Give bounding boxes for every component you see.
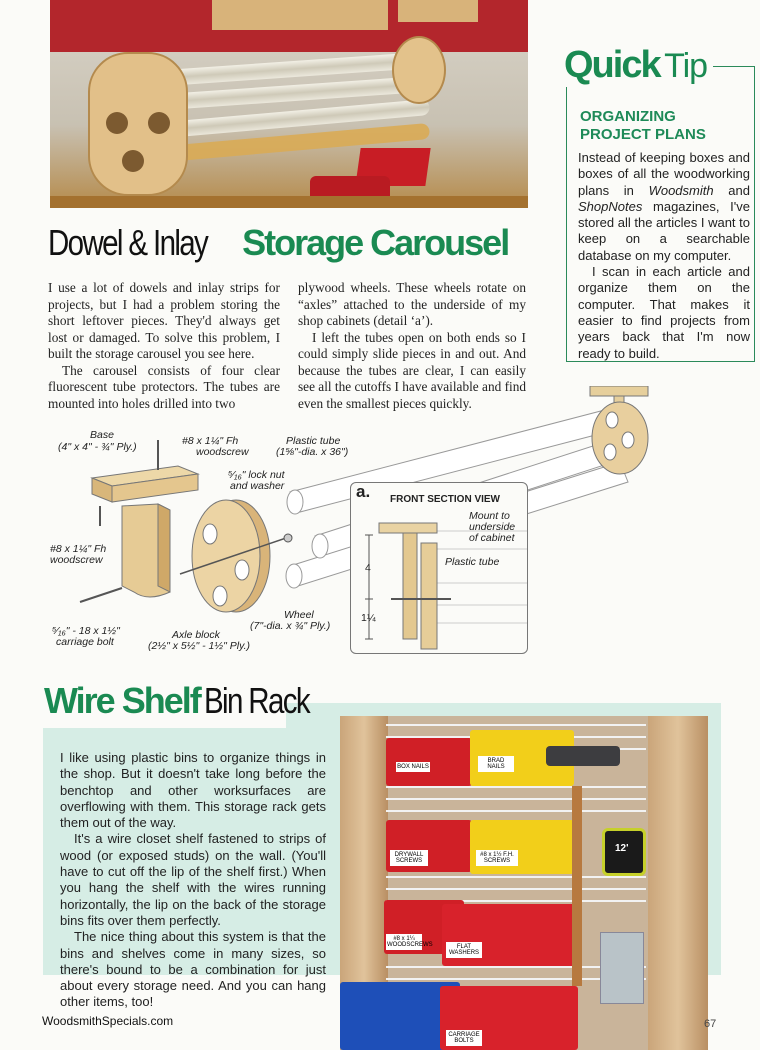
label-bolt-2: carriage bolt: [56, 636, 114, 648]
footer-site: WoodsmithSpecials.com: [42, 1014, 174, 1028]
bin-label: BRAD NAILS: [478, 756, 514, 772]
quick-tip-heading-light: Tip: [664, 47, 708, 85]
label-axle-1: Axle block: [172, 629, 220, 641]
label-tube: Plastic tube: [286, 435, 341, 447]
bin-label: #8 x 1¼ WOODSCREWS: [387, 936, 433, 948]
quick-tip-heading-bold: Quick: [564, 44, 660, 86]
label-tube-dims: (1⅝"-dia. x 36"): [276, 446, 349, 458]
label-bolt-1: ⁵⁄₁₆" - 18 x 1½": [52, 625, 120, 637]
cabinet-door: [212, 0, 388, 30]
bin-label: DRYWALL SCREWS: [390, 850, 428, 866]
body-paragraph: The carousel consists of four clear fluorescent tube protectors. The tubes are mounted into holes drilled into two: [48, 362, 280, 411]
shelf-wire: [386, 888, 646, 890]
label-section-tube: Plastic tube: [445, 556, 500, 568]
tip-paragraph: I scan in each article and organize them on the computer. That makes it easier to find projects from years back that I'm now ready to build.: [578, 264, 750, 361]
section-title: FRONT SECTION VIEW: [390, 494, 500, 505]
body-paragraph: I use a lot of dowels and inlay strips for projects, but I had a problem storing the short leftover pieces. They'd always get lost or damaged. To solve this problem, I built the storage carousel you see here.: [48, 280, 280, 361]
wire-shelf-title: [44, 680, 332, 722]
red-cabinet: [50, 0, 528, 52]
shelf-wire: [386, 786, 646, 788]
label-wheel-1: Wheel: [284, 609, 314, 621]
tip-paragraph: Instead of keeping boxes and boxes of all the woodworking plans in Woodsmith and ShopNotes magazines, I've stored all the articles I want to keep on a searchable database on my computer.: [578, 150, 750, 263]
label-screw-top-2: woodscrew: [196, 446, 249, 458]
label-mount-2: underside: [469, 521, 516, 533]
body-paragraph: It's a wire closet shelf fastened to strips of wood (or exposed studs) on the wall. (You'll have to cut off the lip of the shelf first.) When you hang the shelf with the wires running horizontally, the lip on the back of the storage bins fits over them perfectly.: [60, 831, 326, 928]
quick-tip-heading: [562, 44, 713, 87]
cabinet-door: [398, 0, 478, 22]
bin-label: FLAT WASHERS: [446, 942, 482, 958]
tip-body: [578, 150, 750, 362]
wheel-hole: [122, 150, 144, 172]
bin-label: BOX NAILS: [397, 764, 429, 770]
label-locknut-1: ⁵⁄₁₆" lock nut: [228, 469, 285, 481]
diagram-wheel: [180, 500, 292, 612]
bin-label: #8 x 1½ F.H. SCREWS: [476, 850, 518, 866]
tip-title: ORGANIZING PROJECT PLANS: [580, 108, 706, 143]
carousel-title-light: Dowel & Inlay: [48, 222, 208, 263]
body-paragraph: plywood wheels. These wheels rotate on “axles” attached to the underside of my shop cabinets (detail ‘a’).: [298, 280, 526, 328]
section-letter: a.: [356, 482, 371, 501]
wheel-hole: [148, 112, 170, 134]
label-base: Base: [90, 429, 114, 441]
wheel: [88, 52, 188, 196]
tape-label: 12': [615, 843, 629, 854]
shelf-wire: [386, 798, 646, 800]
label-wheel-2: (7"-dia. x ¾" Ply.): [250, 620, 331, 632]
shelf-wire: [386, 810, 646, 812]
hammer-head: [546, 746, 620, 766]
body-paragraph: I like using plastic bins to organize things in the shop. But it doesn't take long before the benchtop and other worksurfaces are overflowing with them. This storage rack gets them out of the way.: [60, 750, 326, 831]
label-screw-top-1: #8 x 1¼" Fh: [182, 435, 239, 447]
wire-title-bold: Wire Shelf: [44, 680, 200, 721]
workbench: [50, 196, 528, 208]
label-mount-1: Mount to: [469, 510, 510, 522]
carousel-title-bold: Storage Carousel: [242, 222, 509, 263]
tape-measure: [602, 828, 646, 876]
shelf-wire: [386, 876, 646, 878]
label-screw-left-1: #8 x 1¼" Fh: [50, 543, 107, 555]
label-mount-3: of cabinet: [469, 532, 515, 544]
section-drawing: [351, 483, 527, 653]
page-number: 67: [704, 1018, 717, 1030]
shelf-wire: [386, 724, 646, 726]
diagram-right-wheel: [590, 386, 648, 474]
wire-shelf-body: [60, 750, 326, 1011]
wheel: [392, 36, 446, 104]
front-section-view: [350, 482, 528, 654]
label-screw-left-2: woodscrew: [50, 554, 103, 566]
bag-of-nails: [600, 932, 644, 1004]
wheel-hole: [106, 112, 128, 134]
wire-title-light: Bin Rack: [204, 680, 310, 721]
bin-label: CARRIAGE BOLTS: [446, 1030, 482, 1046]
hammer-handle: [572, 786, 582, 986]
dim-1-1-4: 1¼: [361, 612, 376, 624]
dim-4: 4: [365, 562, 371, 574]
body-paragraph: I left the tubes open on both ends so I could simply slide pieces in and out. And because the tubes are clear, I can easily see all the cutoffs I have available and find even the smallest pieces quickly.: [298, 329, 526, 411]
label-base-dims: (4" x 4" - ¾" Ply.): [58, 441, 137, 453]
bin-rack-photo: [340, 716, 708, 1050]
label-locknut-2: and washer: [230, 480, 285, 492]
body-paragraph: The nice thing about this system is that the bins and shelves come in many sizes, so there's bound to be a combination for just about every storage need. And you can hang other items, too!: [60, 929, 326, 1010]
wood-stud: [648, 716, 708, 1050]
carousel-title: [48, 222, 508, 264]
carousel-photo: [50, 0, 528, 208]
label-axle-2: (2½" x 5½" - 1½" Ply.): [148, 640, 251, 652]
